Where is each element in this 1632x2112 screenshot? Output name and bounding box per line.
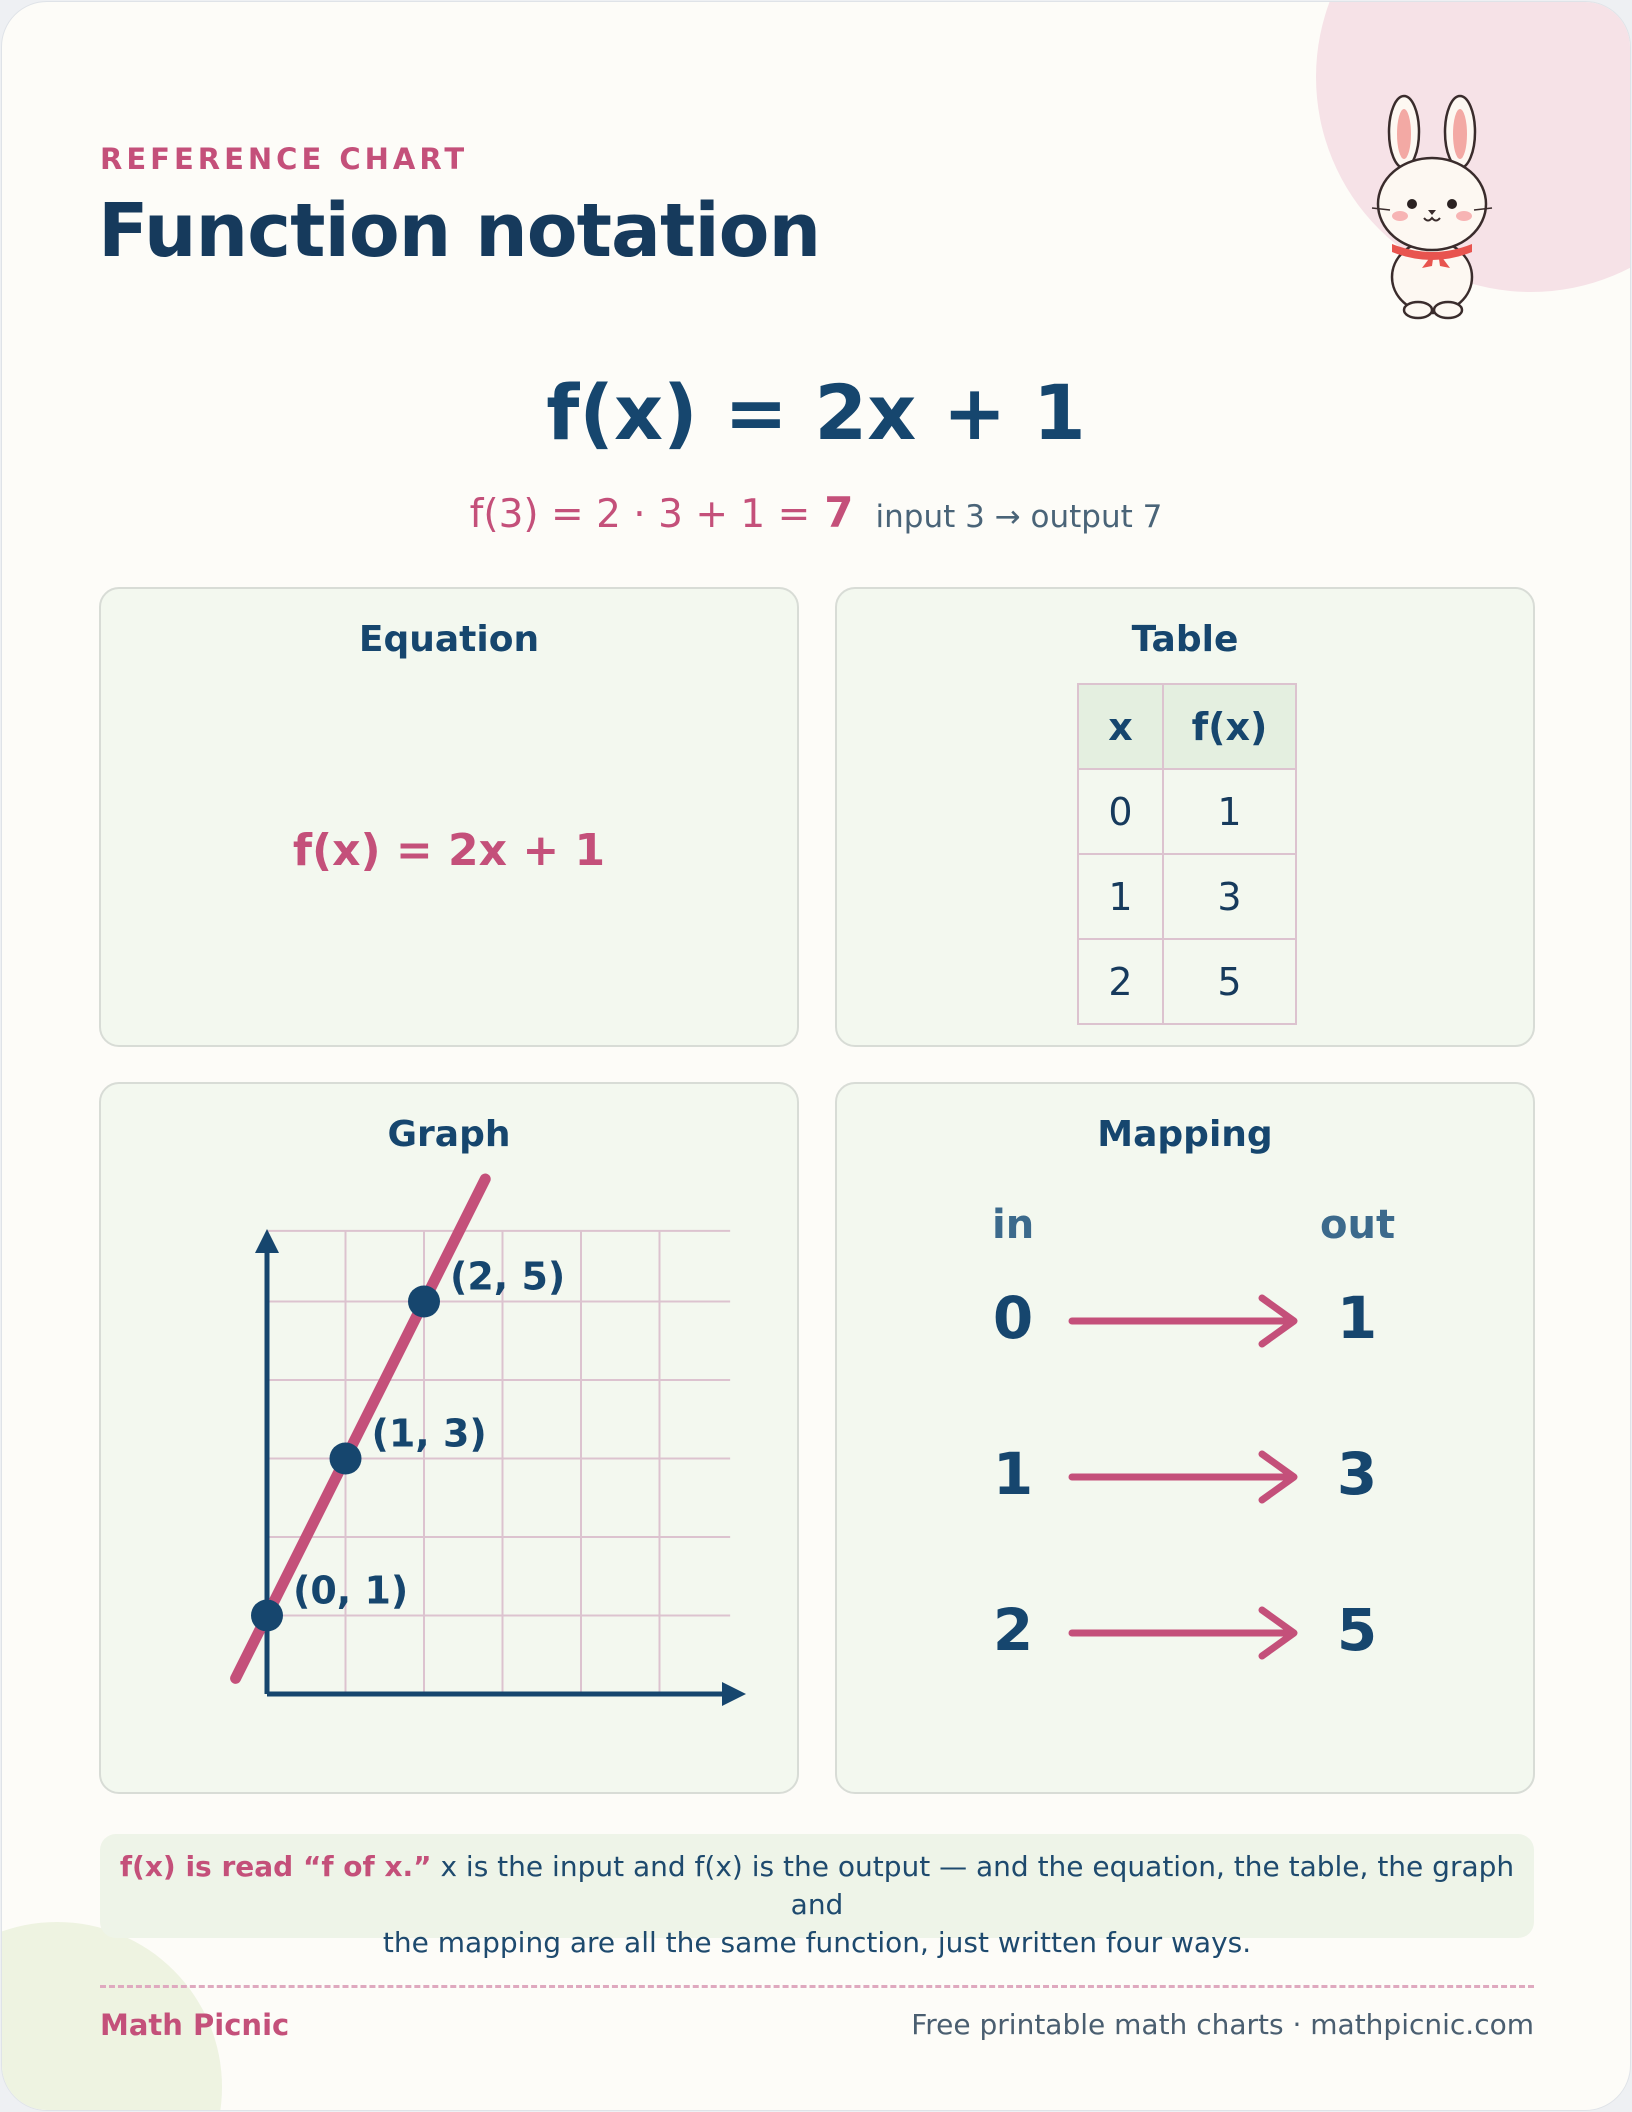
table-cell: 1 xyxy=(1078,854,1163,939)
equation-card-text: f(x) = 2x + 1 xyxy=(292,825,606,876)
mapping-arrow-icon xyxy=(1066,1292,1306,1352)
mapping-output: 3 xyxy=(1336,1440,1378,1508)
mapping-input: 0 xyxy=(992,1284,1034,1352)
main-equation: f(x) = 2x + 1 xyxy=(546,368,1086,457)
point-label: (0, 1) xyxy=(293,1568,409,1613)
mapping-input: 1 xyxy=(992,1440,1034,1508)
graph-card-title: Graph xyxy=(387,1114,511,1155)
table-header-row xyxy=(1078,684,1296,769)
evaluation-line xyxy=(2,488,1630,537)
function-table xyxy=(1077,683,1297,1025)
footer-tagline: Free printable math charts · mathpicnic.com xyxy=(911,2008,1534,2041)
note-line-1: x is the input and f(x) is the output — and the equation, the table, the graph and xyxy=(431,1850,1515,1921)
evaluation-expression: f(3) = 2 · 3 + 1 = xyxy=(469,492,811,537)
table-header-x: x xyxy=(1078,684,1163,769)
explanation-note xyxy=(100,1834,1534,1959)
y-axis-arrow-icon xyxy=(255,1229,279,1253)
page-title: Function notation xyxy=(98,188,821,274)
table-card xyxy=(835,587,1535,1047)
table-row xyxy=(1078,854,1296,939)
line-graph xyxy=(101,1084,801,1796)
bunny-mascot-icon xyxy=(1362,92,1502,322)
mapping-arrow-icon xyxy=(1066,1604,1306,1664)
eyebrow-label: REFERENCE CHART xyxy=(100,142,469,176)
x-axis-arrow-icon xyxy=(722,1682,746,1706)
mapping-input: 2 xyxy=(992,1596,1034,1664)
table-cell: 3 xyxy=(1163,854,1296,939)
mapping-out-label: out xyxy=(1320,1202,1396,1248)
data-point xyxy=(330,1443,362,1475)
data-point xyxy=(408,1286,440,1318)
mapping-output: 1 xyxy=(1336,1284,1378,1352)
point-label: (2, 5) xyxy=(450,1254,566,1299)
table-cell: 0 xyxy=(1078,769,1163,854)
mapping-card xyxy=(835,1082,1535,1794)
table-row xyxy=(1078,769,1296,854)
note-line-2: the mapping are all the same function, just written four ways. xyxy=(382,1926,1252,1959)
table-header-fx: f(x) xyxy=(1163,684,1296,769)
evaluation-note: input 3 → output 7 xyxy=(875,499,1163,535)
footer-divider xyxy=(100,1985,1534,1988)
footer-brand: Math Picnic xyxy=(100,2008,290,2042)
table-cell: 1 xyxy=(1163,769,1296,854)
evaluation-result: 7 xyxy=(824,488,854,537)
table-row xyxy=(1078,939,1296,1024)
mapping-arrow-icon xyxy=(1066,1448,1306,1508)
mapping-output: 5 xyxy=(1336,1596,1378,1664)
note-highlight: f(x) is read “f of x.” xyxy=(119,1850,432,1883)
mapping-card-title: Mapping xyxy=(1097,1114,1273,1155)
page xyxy=(1,1,1631,2111)
data-point xyxy=(251,1600,283,1632)
table-cell: 5 xyxy=(1163,939,1296,1024)
table-card-title: Table xyxy=(1131,619,1239,660)
equation-card-title: Equation xyxy=(358,619,540,660)
table-cell: 2 xyxy=(1078,939,1163,1024)
equation-card xyxy=(99,587,799,1047)
mapping-in-label: in xyxy=(992,1202,1035,1248)
point-label: (1, 3) xyxy=(371,1411,487,1456)
graph-card xyxy=(99,1082,799,1794)
